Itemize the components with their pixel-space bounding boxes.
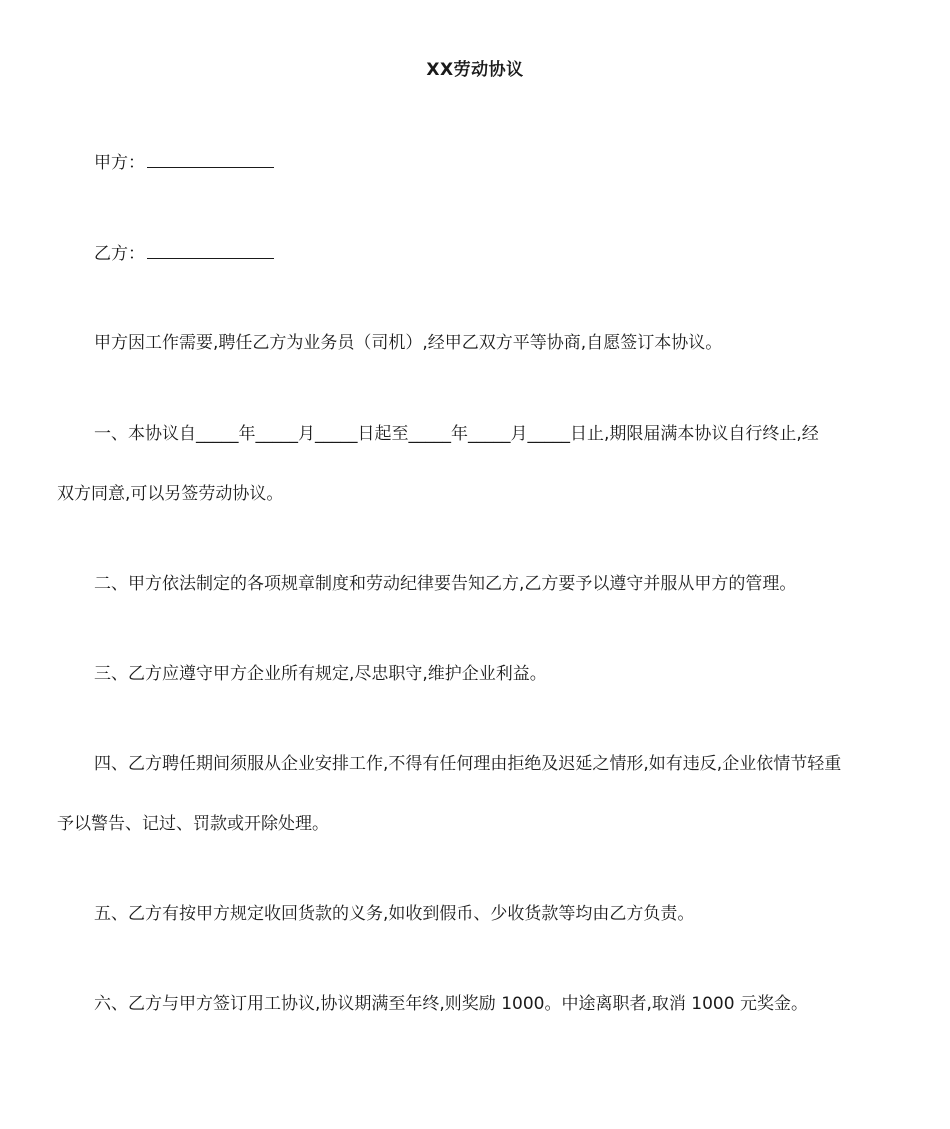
intro-paragraph: 甲方因工作需要,聘任乙方为业务员（司机）,经甲乙双方平等协商,自愿签订本协议。 (94, 333, 723, 353)
clause-3: 三、乙方应遵守甲方企业所有规定,尽忠职守,维护企业利益。 (94, 664, 547, 684)
clause-4-line-1: 四、乙方聘任期间须服从企业安排工作,不得有任何理由拒绝及迟延之情形,如有违反,企业依情节轻重 (94, 754, 842, 774)
clause-2: 二、甲方依法制定的各项规章制度和劳动纪律要告知乙方,乙方要予以遵守并服从甲方的管理。 (94, 574, 797, 594)
clause-1-line-2: 双方同意,可以另签劳动协议。 (57, 484, 284, 504)
clause-6: 六、乙方与甲方签订用工协议,协议期满至年终,则奖励 1000。中途离职者,取消 1000 元奖金。 (94, 994, 808, 1014)
party-b-row (94, 240, 274, 266)
party-a-label: 甲方： (94, 153, 145, 173)
clause-5: 五、乙方有按甲方规定收回货款的义务,如收到假币、少收货款等均由乙方负责。 (94, 904, 695, 924)
party-b-blank (147, 240, 274, 259)
party-b-label: 乙方： (94, 244, 145, 264)
party-a-row (94, 149, 274, 175)
clause-1-line-1: 一、本协议自_____年_____月_____日起至_____年_____月_____日止,期限届满本协议自行终止,经 (94, 424, 819, 444)
document-title: XX劳动协议 (426, 60, 524, 80)
party-a-blank (147, 149, 274, 168)
clause-4-line-2: 予以警告、记过、罚款或开除处理。 (57, 814, 329, 834)
